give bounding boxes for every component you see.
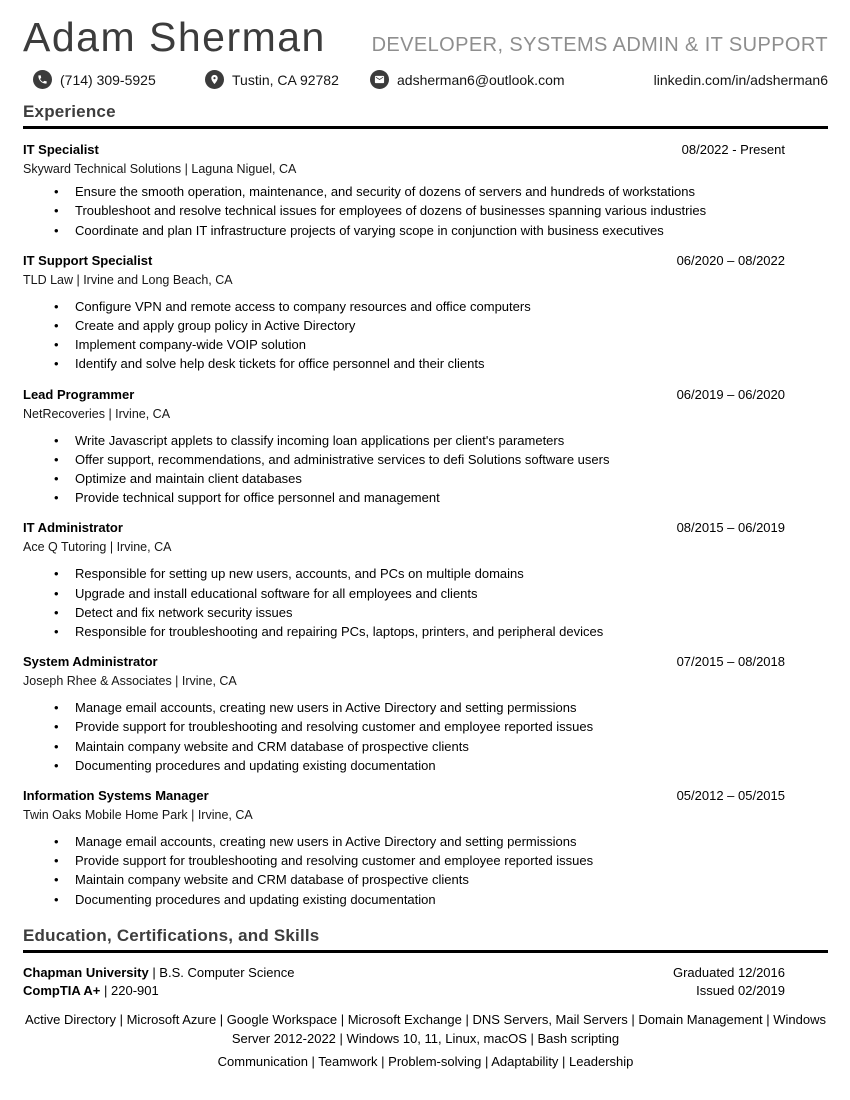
job-dates: 08/2022 - Present — [681, 142, 785, 158]
job-entry — [23, 520, 828, 641]
job-bullet: • Detect and fix network security issues — [23, 603, 828, 622]
job-bullet: • Documenting procedures and updating existing documentation — [23, 756, 828, 775]
education-list — [23, 964, 828, 1001]
job-company: TLD Law | Irvine and Long Beach, CA — [23, 272, 233, 287]
education-detail: | 220-901 — [100, 983, 159, 999]
job-bullet: • Ensure the smooth operation, maintenance, and security of dozens of servers and hundreds of workstations — [23, 182, 828, 201]
education-row — [23, 982, 828, 1001]
job-head — [23, 387, 828, 403]
education-heading: Education, Certifications, and Skills — [23, 925, 320, 945]
job-head — [23, 654, 828, 670]
linkedin-handle: linkedin.com/in/adsherman6 — [653, 71, 828, 88]
job-entry — [23, 253, 828, 374]
job-bullet: • Troubleshoot and resolve technical issues for employees of dozens of businesses spanning various industries — [23, 201, 828, 220]
job-bullet: • Provide technical support for office personnel and management — [23, 488, 828, 507]
job-head — [23, 142, 828, 158]
job-title: IT Specialist — [23, 142, 99, 158]
education-left — [23, 982, 159, 1001]
job-bullet-list — [23, 182, 828, 240]
job-bullet: • Manage email accounts, creating new users in Active Directory and setting permissions — [23, 698, 828, 717]
education-detail: | B.S. Computer Science — [148, 964, 295, 980]
job-bullet: • Upgrade and install educational software for all employees and clients — [23, 584, 828, 603]
job-company: Ace Q Tutoring | Irvine, CA — [23, 540, 172, 555]
contact-row — [23, 70, 828, 89]
job-title: System Administrator — [23, 654, 158, 670]
section-divider — [23, 950, 828, 953]
job-bullet: • Responsible for setting up new users, accounts, and PCs on multiple domains — [23, 564, 828, 583]
person-name: Adam Sherman — [23, 14, 326, 60]
job-bullet: • Create and apply group policy in Active Directory — [23, 316, 828, 335]
education-section — [23, 926, 828, 1072]
job-bullet: • Manage email accounts, creating new users in Active Directory and setting permissions — [23, 832, 828, 851]
job-bullet-list — [23, 297, 828, 374]
job-company: NetRecoveries | Irvine, CA — [23, 406, 171, 421]
job-head — [23, 788, 828, 804]
job-company: Twin Oaks Mobile Home Park | Irvine, CA — [23, 808, 253, 822]
location-contact — [205, 70, 370, 89]
job-entry — [23, 788, 828, 909]
person-job-title: DEVELOPER, SYSTEMS ADMIN & IT SUPPORT — [371, 34, 828, 56]
email-icon — [370, 70, 389, 89]
job-bullet: • Documenting procedures and updating existing documentation — [23, 890, 828, 909]
job-bullet: • Optimize and maintain client databases — [23, 469, 828, 488]
location-pin-icon — [205, 70, 224, 89]
section-divider — [23, 126, 828, 129]
job-dates: 06/2020 – 08/2022 — [676, 252, 785, 268]
job-bullet: • Maintain company website and CRM database of prospective clients — [23, 870, 828, 889]
job-bullet: • Write Javascript applets to classify incoming loan applications per client's parameters — [23, 431, 828, 450]
job-title: IT Administrator — [23, 520, 123, 536]
job-company: Joseph Rhee & Associates | Irvine, CA — [23, 674, 237, 689]
soft-skills: Communication | Teamwork | Problem-solving | Adaptability | Leadership — [217, 1053, 634, 1069]
job-bullet: • Responsible for troubleshooting and repairing PCs, laptops, printers, and peripheral devices — [23, 622, 828, 641]
location-text: Tustin, CA 92782 — [232, 71, 339, 88]
phone-icon — [33, 70, 52, 89]
experience-section — [23, 102, 828, 909]
job-bullet-list — [23, 431, 828, 508]
name-row — [23, 14, 828, 61]
job-dates: 07/2015 – 08/2018 — [676, 654, 785, 670]
job-title: Information Systems Manager — [23, 788, 209, 803]
job-dates: 06/2019 – 06/2020 — [676, 386, 785, 402]
technical-skills: Active Directory | Microsoft Azure | Google Workspace | Microsoft Exchange | DNS Servers, Mail Servers | Domain Management | Windows Server 2012-2022 | Windows 10, 11, Linux, macOS | Bash scripting — [24, 1011, 827, 1047]
job-entry — [23, 654, 828, 775]
job-bullet-list — [23, 564, 828, 641]
job-bullet: • Configure VPN and remote access to company resources and office computers — [23, 297, 828, 316]
job-head — [23, 520, 828, 536]
experience-list — [23, 142, 828, 909]
education-date: Issued 02/2019 — [696, 983, 785, 999]
education-name: Chapman University — [23, 964, 149, 980]
education-left — [23, 964, 294, 983]
education-name: CompTIA A+ — [23, 983, 101, 999]
job-bullet: • Provide support for troubleshooting and resolving customer and employee reported issues — [23, 851, 828, 870]
job-bullet: • Identify and solve help desk tickets for office personnel and their clients — [23, 354, 828, 373]
job-bullet: • Offer support, recommendations, and administrative services to defi Solutions software users — [23, 450, 828, 469]
phone-number: (714) 309-5925 — [60, 71, 156, 88]
job-bullet: • Maintain company website and CRM database of prospective clients — [23, 737, 828, 756]
job-bullet-list — [23, 832, 828, 909]
job-head — [23, 253, 828, 269]
job-title: Lead Programmer — [23, 386, 135, 402]
job-company: Skyward Technical Solutions | Laguna Niguel, CA — [23, 162, 297, 177]
job-title: IT Support Specialist — [23, 252, 153, 268]
job-bullet-list — [23, 698, 828, 775]
header — [23, 14, 828, 89]
job-dates: 05/2012 – 05/2015 — [676, 788, 785, 803]
job-bullet: • Implement company-wide VOIP solution — [23, 335, 828, 354]
education-date: Graduated 12/2016 — [672, 964, 785, 980]
education-row — [23, 964, 828, 983]
job-entry — [23, 387, 828, 508]
job-dates: 08/2015 – 06/2019 — [676, 520, 785, 536]
email-contact — [370, 70, 565, 89]
job-bullet: • Coordinate and plan IT infrastructure projects of varying scope in conjunction with business executives — [23, 221, 828, 240]
experience-heading: Experience — [23, 102, 116, 122]
email-address: adsherman6@outlook.com — [397, 71, 565, 88]
job-entry — [23, 142, 828, 240]
phone-contact — [33, 70, 205, 89]
job-bullet: • Provide support for troubleshooting and resolving customer and employee reported issues — [23, 717, 828, 736]
